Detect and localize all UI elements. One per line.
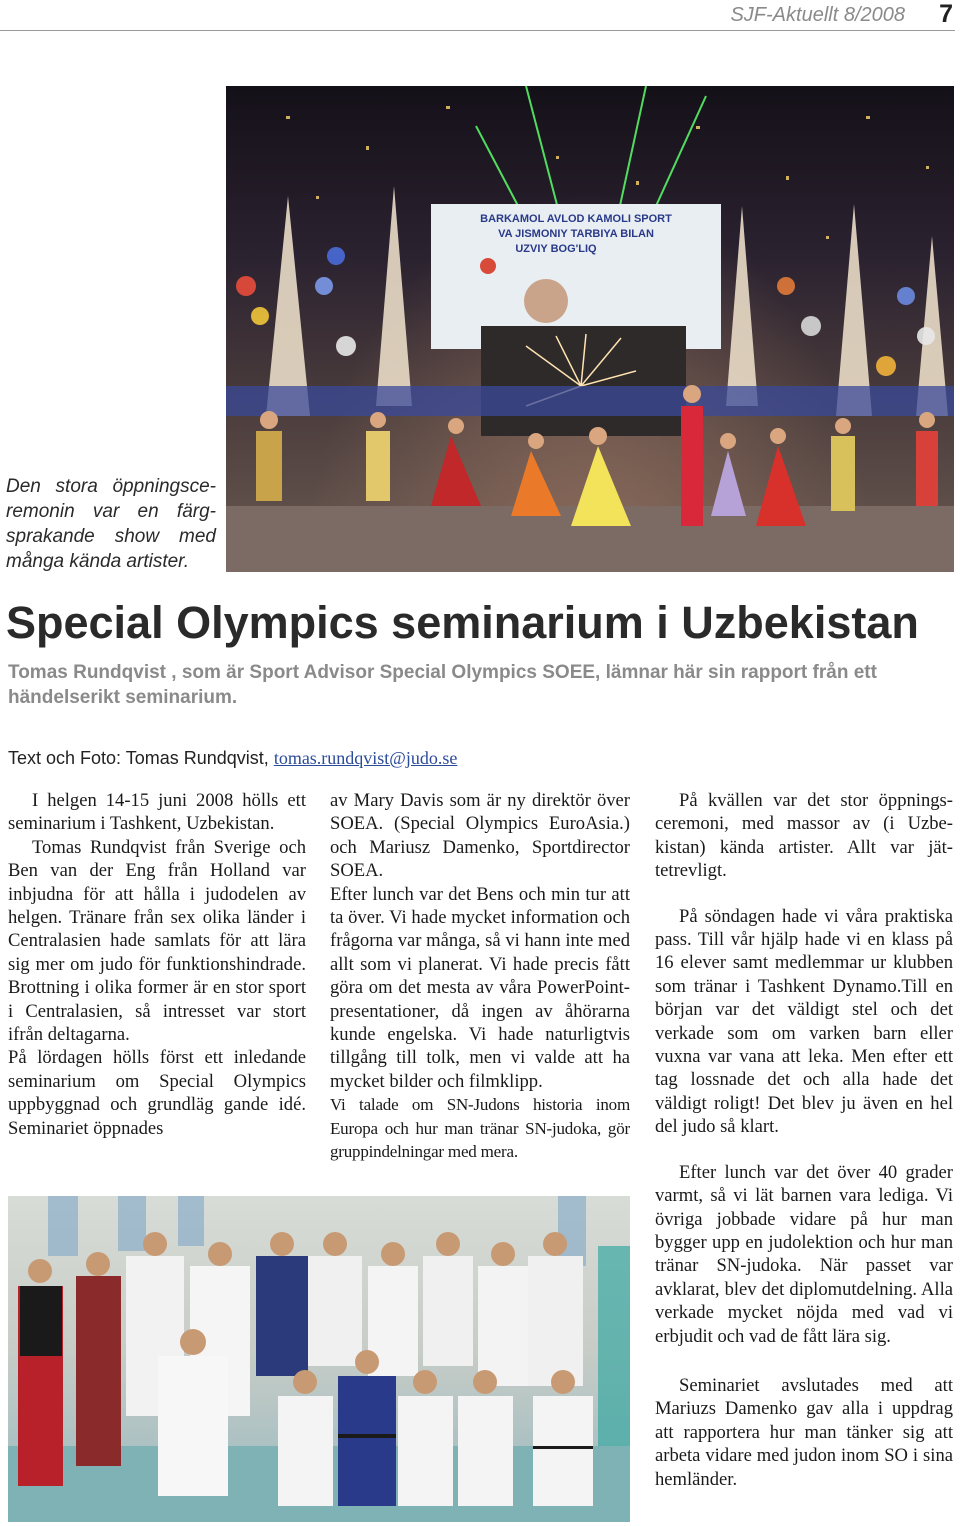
paragraph: På kvällen var det stor öppningsceremoni, med massor av (i Uzbekistan) kända artister. Allt var jättetrevligt.	[655, 790, 953, 882]
paragraph: Tomas Rundqvist från Sverige och Ben van der Eng från Holland var inbjudna för att hålla i judodelen av helgen. Tränare från sex olika länder i Centralasien hade samlats för att lära sig mer om judo för funktionshindrade. Brottning i olika former är en stor sport i Centralasien, så intresset var stort ifrån deltagarna.	[8, 836, 306, 1046]
group-photo	[8, 1196, 630, 1522]
article-headline: Special Olympics seminarium i Uzbekistan	[6, 597, 919, 648]
author-email-link[interactable]: tomas.rundqvist@judo.se	[273, 748, 458, 768]
page-number: 7	[939, 0, 953, 28]
paragraph: På söndagen hade vi våra praktiska pass. Till vår hjälp hade vi en klass på 16 elever samt medlemmar ur klubben som tränar i Tashkent Dynamo.Till en början var det väldigt stel och det verkade som om varken barn eller vuxna var vana att leka. Men efter ett tag lossnade det och alla hade det väldigt roligt! Det blev ju även en hel del judo så klart.	[655, 905, 953, 1138]
paragraph: Efter lunch var det Bens och min tur att ta över. Vi hade mycket information och frågorna var många, så vi hann inte med allt som vi planerat. Vi hade precis fått göra om det mesta av våra PowerPoint-presentationer, då ingen av åhörarna kunde engelska. Vi hade naturligtvis tillgång till tolk, men vi valde att ha mycket bilder och filmklipp.	[330, 883, 630, 1092]
group-photo-illustration	[8, 1196, 630, 1522]
photo-caption-top: Den stora öppningsceremonin var en färgsprakande show med många kända artister.	[6, 476, 216, 572]
paragraph: Seminariet avslutades med att Mariuzs Damenko gav alla i uppdrag att rapportera hur man tänker sig att arbeta vidare med judon inom SO i sina hemländer.	[655, 1374, 953, 1490]
paragraph: På lördagen hölls först ett inledande seminarium om Special Olympics uppbyggnad och grundläg gande idé. Seminariet öppnades	[8, 1047, 306, 1139]
opening-ceremony-photo	[226, 86, 954, 572]
paragraph: av Mary Davis som är ny direktör över SOEA. (Special Olympics EuroAsia.) och Mariusz Damenko, Sportdirector SOEA.	[330, 790, 630, 882]
paragraph: Efter lunch var det över 40 grader varmt, så vi lät barnen vara lediga. Vi övriga jobbade vidare på hur man bygger upp en judolektion och hur man tränar SN-judoka. När passet var avklarat, blev det diplomutdelning. Alla verkade mycket nöjda med vad vi erbjudit och vad de fått lära sig.	[655, 1161, 953, 1347]
publication-title: SJF-Aktuellt 8/2008	[730, 4, 905, 26]
byline-label: Text och Foto: Tomas Rundqvist,	[8, 748, 269, 768]
article-column-2	[330, 789, 630, 1164]
running-header	[0, 0, 955, 31]
byline	[8, 748, 708, 769]
banner-line-1: BARKAMOL AVLOD KAMOLI SPORT	[480, 213, 672, 225]
banner-line-3: UZVIY BOG'LIQ	[515, 243, 597, 255]
paragraph: I helgen 14-15 juni 2008 hölls ett seminarium i Tashkent, Uzbekistan.	[8, 790, 306, 835]
article-column-3	[655, 789, 953, 1491]
article-lede: Tomas Rundqvist , som är Sport Advisor Special Olympics SOEE, lämnar här sin rapport från ett händelserikt seminarium.	[8, 662, 877, 708]
banner-line-2: VA JISMONIY TARBIYA BILAN	[498, 228, 654, 240]
article-column-1	[8, 789, 306, 1140]
paragraph: Vi talade om SN-Judons historia inom Europa och hur man tränar SN-judoka, gör gruppindelningar med mera.	[330, 1095, 630, 1162]
opening-ceremony-illustration	[226, 86, 954, 572]
